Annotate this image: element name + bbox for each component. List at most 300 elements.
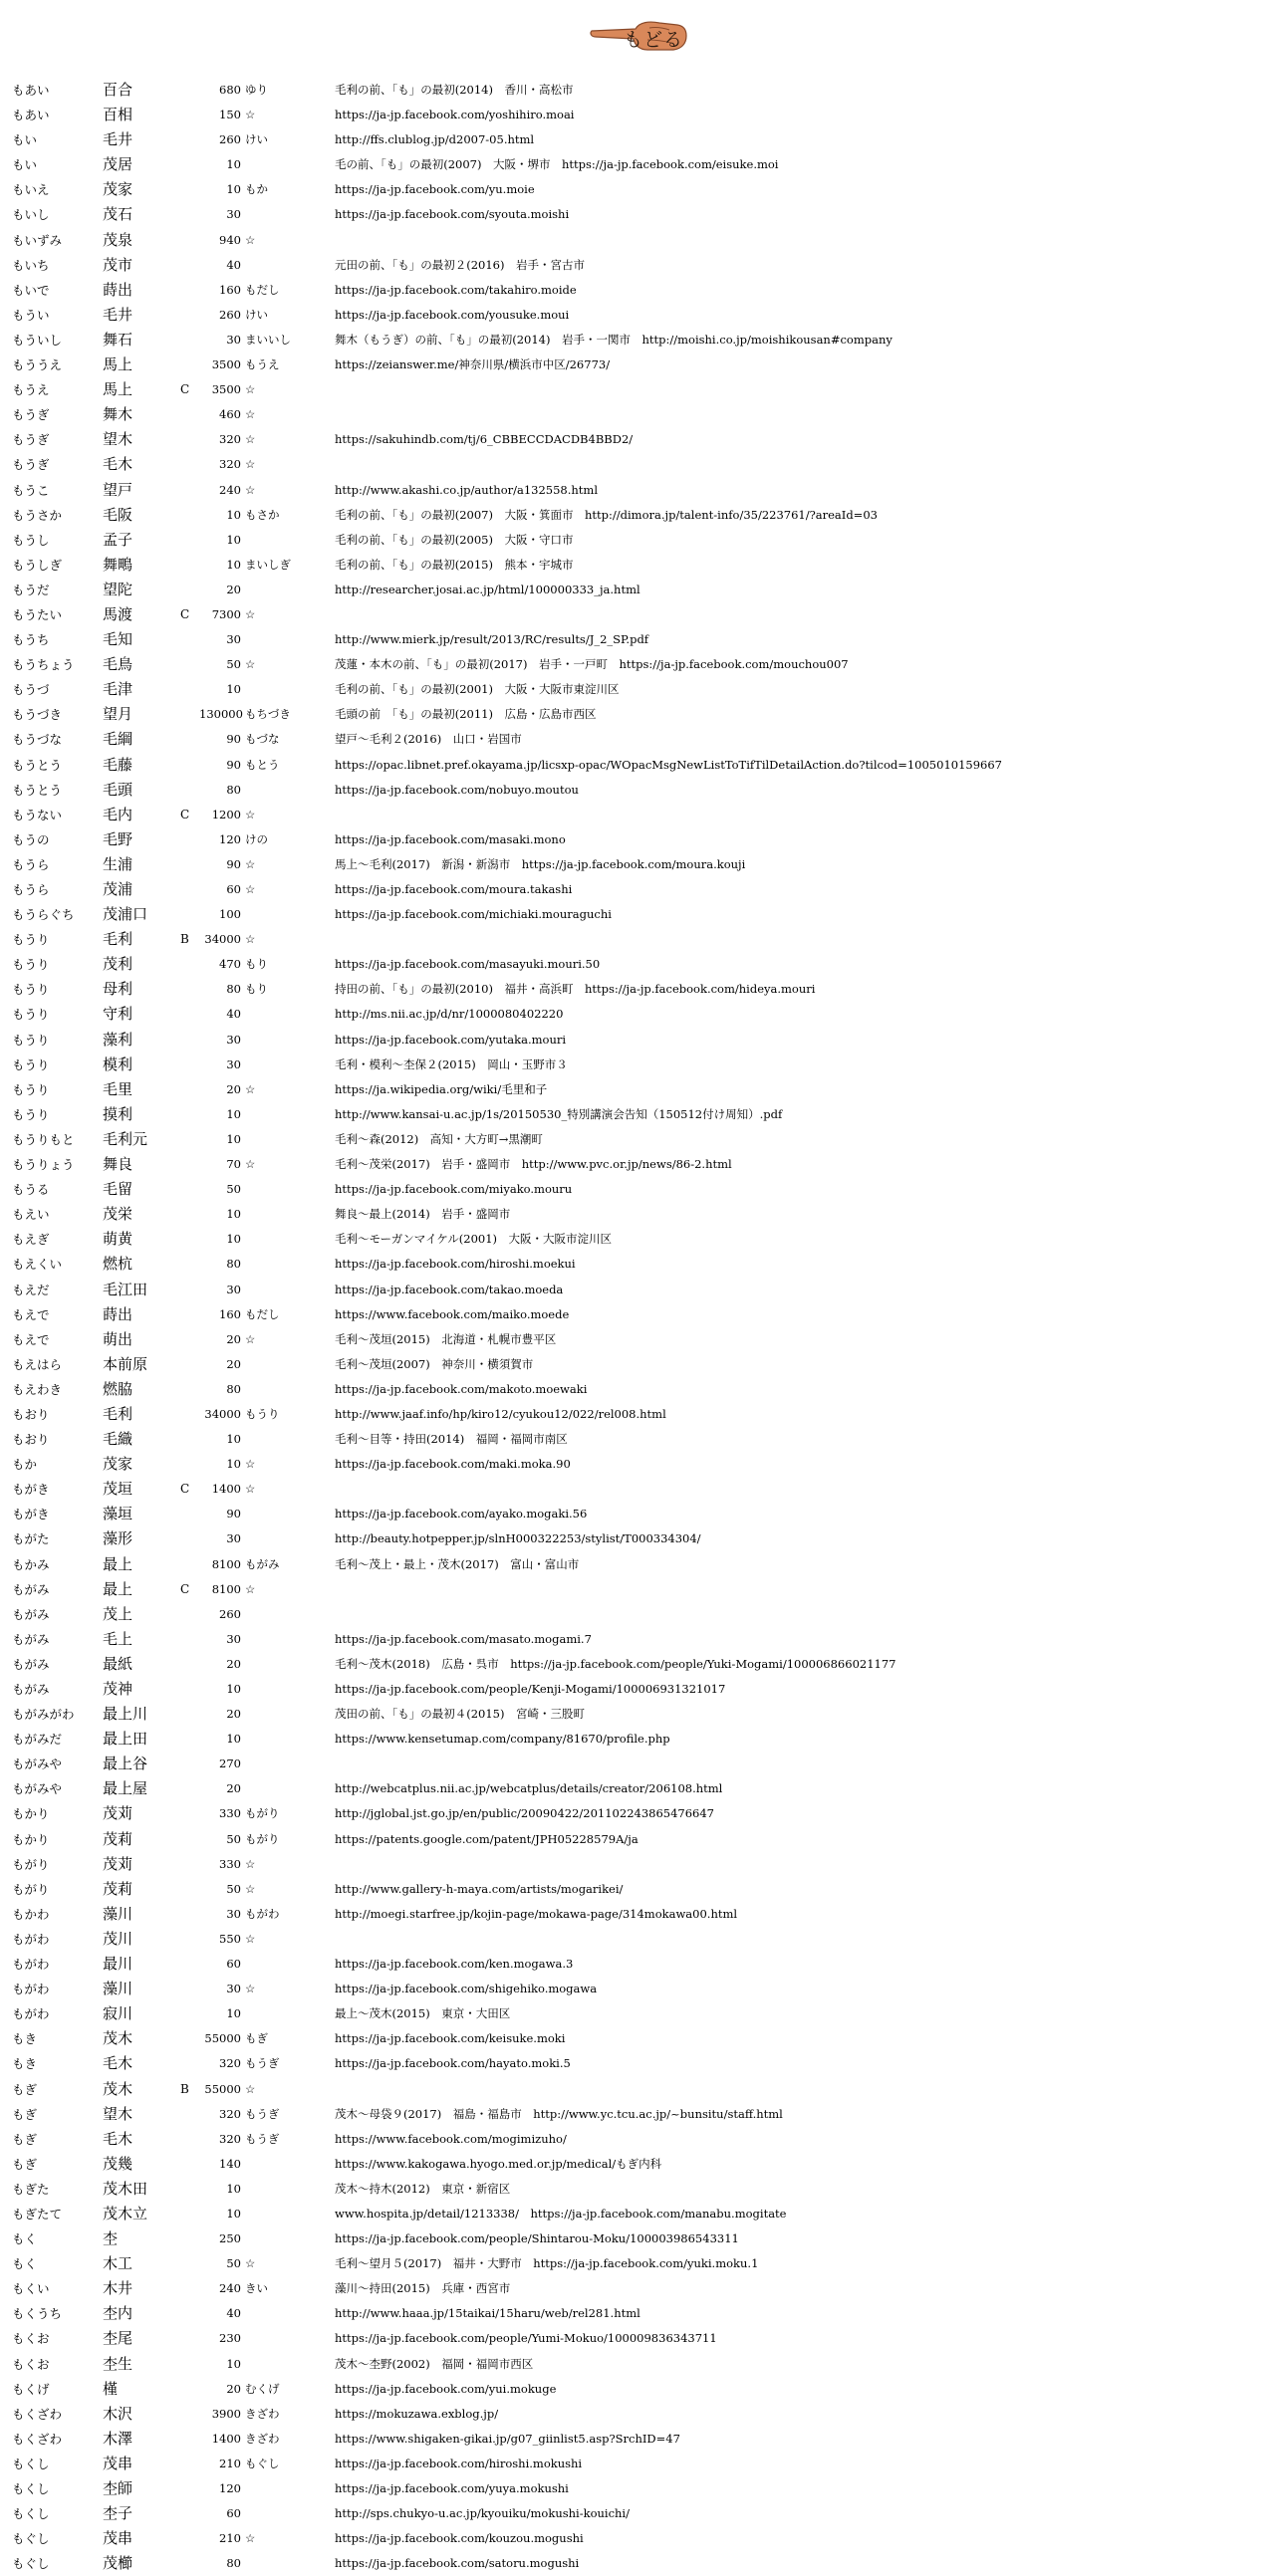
surname-count: 320 bbox=[219, 457, 241, 472]
surname-kanji: 最紙 bbox=[103, 1654, 133, 1673]
surname-count: 30 bbox=[226, 1906, 241, 1921]
surname-reading: もがみ bbox=[12, 1656, 50, 1672]
surname-note[interactable]: http://www.kansai-u.ac.jp/1s/20150530_特別講演会告知（150512付け周知）.pdf bbox=[335, 1106, 783, 1121]
surname-count: 160 bbox=[219, 1306, 241, 1321]
surname-kanji: 藻垣 bbox=[103, 1505, 133, 1523]
list-item bbox=[0, 328, 1279, 352]
surname-count: 20 bbox=[226, 582, 241, 596]
list-item bbox=[0, 977, 1279, 1002]
list-item bbox=[0, 1152, 1279, 1177]
surname-alt-reading: ☆ bbox=[245, 1982, 256, 1996]
surname-reading: もうら bbox=[12, 856, 50, 872]
surname-alt-reading: もちづき bbox=[245, 707, 291, 722]
list-item bbox=[0, 1627, 1279, 1652]
surname-reading: もがみだ bbox=[12, 1732, 63, 1748]
surname-count: 120 bbox=[219, 831, 241, 846]
list-item bbox=[0, 2026, 1279, 2051]
surname-note[interactable]: https://ja-jp.facebook.com/people/Shintarou-Moku/100003986543311 bbox=[335, 2231, 739, 2246]
surname-note[interactable]: https://ja-jp.facebook.com/yousuke.moui bbox=[335, 307, 570, 322]
surname-note[interactable]: https://ja-jp.facebook.com/keisuke.moki bbox=[335, 2031, 566, 2046]
surname-reading: もううえ bbox=[12, 357, 63, 373]
surname-count: 50 bbox=[226, 1182, 241, 1197]
surname-alt-reading: もり bbox=[245, 982, 268, 997]
surname-note: 茂木～母袋９(2017) 福島・福島市 http://www.yc.tcu.ac.jp/~bunsitu/staff.html bbox=[335, 2106, 783, 2121]
surname-note: 毛利の前、「も」の最初(2005) 大阪・守口市 bbox=[335, 532, 574, 547]
surname-reading: もがわ bbox=[12, 1982, 50, 1997]
list-item bbox=[0, 2152, 1279, 2177]
surname-reading: もうの bbox=[12, 831, 50, 847]
surname-alt-reading: ゆり bbox=[245, 83, 268, 97]
surname-count: 470 bbox=[219, 957, 241, 972]
surname-kanji: 木井 bbox=[103, 2279, 133, 2298]
surname-note[interactable]: https://ja.wikipedia.org/wiki/毛里和子 bbox=[335, 1081, 548, 1096]
surname-count: 80 bbox=[226, 2556, 241, 2571]
surname-alt-reading: もり bbox=[245, 957, 268, 972]
surname-reading: もかわ bbox=[12, 1906, 50, 1922]
surname-alt-reading: もうぎ bbox=[245, 2056, 280, 2071]
list-item bbox=[0, 177, 1279, 202]
list-item bbox=[0, 2251, 1279, 2276]
list-item bbox=[0, 727, 1279, 752]
list-item bbox=[0, 1427, 1279, 1452]
surname-kanji: 毛江田 bbox=[103, 1280, 148, 1298]
surname-kanji: 茂市 bbox=[103, 255, 133, 274]
surname-note: 毛利～茂上・最上・茂木(2017) 富山・富山市 bbox=[335, 1556, 580, 1571]
surname-kanji: 毛上 bbox=[103, 1629, 133, 1648]
surname-reading: もく bbox=[12, 2256, 38, 2272]
surname-reading: もき bbox=[12, 2031, 38, 2047]
surname-count: 10 bbox=[226, 182, 241, 197]
surname-note[interactable]: https://ja-jp.facebook.com/yui.mokuge bbox=[335, 2381, 557, 2396]
surname-note: 毛利の前、「も」の最初(2001) 大阪・大阪市東淀川区 bbox=[335, 682, 620, 697]
surname-alt-reading: ☆ bbox=[245, 407, 256, 422]
surname-note: 茂木～持木(2012) 東京・新宿区 bbox=[335, 2181, 511, 2196]
surname-kanji: 木沢 bbox=[103, 2404, 133, 2423]
surname-reading: もえで bbox=[12, 1306, 50, 1322]
surname-note[interactable]: https://ja-jp.facebook.com/ayako.mogaki.56 bbox=[335, 1507, 588, 1522]
surname-alt-reading: ☆ bbox=[245, 1331, 256, 1346]
surname-note[interactable]: https://ja-jp.facebook.com/hiroshi.mokushi bbox=[335, 2456, 583, 2470]
surname-kanji: 毛織 bbox=[103, 1430, 133, 1449]
surname-count: 10 bbox=[226, 1457, 241, 1472]
surname-kanji: 燃杭 bbox=[103, 1255, 133, 1274]
surname-count: 260 bbox=[219, 307, 241, 322]
surname-note[interactable]: https://ja-jp.facebook.com/syouta.moishi bbox=[335, 207, 570, 222]
surname-note[interactable]: http://ms.nii.ac.jp/d/nr/1000080402220 bbox=[335, 1007, 564, 1022]
surname-kanji: 最上川 bbox=[103, 1705, 148, 1724]
surname-reading: もぎたて bbox=[12, 2206, 63, 2222]
surname-reading: もぎ bbox=[12, 2156, 38, 2172]
surname-kanji: 茂垣 bbox=[103, 1480, 133, 1499]
surname-count: 230 bbox=[219, 2331, 241, 2346]
surname-count: 20 bbox=[226, 1331, 241, 1346]
surname-kanji: 茂家 bbox=[103, 180, 133, 199]
surname-count: 50 bbox=[226, 1881, 241, 1896]
surname-note[interactable]: https://ja-jp.facebook.com/yoshihiro.moai bbox=[335, 108, 575, 122]
surname-count: 10 bbox=[226, 507, 241, 522]
surname-count: 20 bbox=[226, 1656, 241, 1671]
list-item bbox=[0, 1801, 1279, 1826]
surname-count: 34000 bbox=[204, 932, 241, 947]
surname-note[interactable]: https://ja-jp.facebook.com/michiaki.mouraguchi bbox=[335, 907, 612, 922]
surname-count: 120 bbox=[219, 2481, 241, 2495]
list-item bbox=[0, 1477, 1279, 1502]
surname-count: 160 bbox=[219, 282, 241, 297]
surname-note[interactable]: https://ja-jp.facebook.com/people/Kenji-Mogami/100006931321017 bbox=[335, 1682, 726, 1696]
surname-kanji: 茂栄 bbox=[103, 1205, 133, 1224]
surname-note[interactable]: https://ja-jp.facebook.com/kouzou.mogushi bbox=[335, 2531, 584, 2546]
list-item bbox=[0, 1652, 1279, 1677]
surname-reading: もく bbox=[12, 2231, 38, 2247]
surname-kanji: 杢子 bbox=[103, 2504, 133, 2523]
surname-count: 1400 bbox=[211, 1482, 241, 1497]
list-item bbox=[0, 778, 1279, 803]
surname-note[interactable]: https://mokuzawa.exblog.jp/ bbox=[335, 2406, 499, 2421]
surname-kanji: 舞良 bbox=[103, 1155, 133, 1174]
surname-reading: もえで bbox=[12, 1331, 50, 1347]
surname-note[interactable]: https://ja-jp.facebook.com/takahiro.moide bbox=[335, 282, 577, 297]
surname-note: 藻川～持田(2015) 兵庫・西宮市 bbox=[335, 2281, 511, 2296]
surname-kanji: 毛木 bbox=[103, 2054, 133, 2073]
surname-reading: もくし bbox=[12, 2506, 50, 2522]
surname-count: 240 bbox=[219, 2281, 241, 2296]
surname-note[interactable]: https://ja-jp.facebook.com/miyako.mouru bbox=[335, 1182, 573, 1197]
surname-reading: もうり bbox=[12, 1032, 50, 1048]
surname-kanji: 馬渡 bbox=[103, 604, 133, 623]
surname-reading: もうとう bbox=[12, 782, 63, 798]
surname-kanji: 藻川 bbox=[103, 1980, 133, 1998]
surname-kanji: 最上谷 bbox=[103, 1755, 148, 1773]
surname-note[interactable]: https://www.shigaken-gikai.jp/g07_giinlist5.asp?SrchID=47 bbox=[335, 2431, 680, 2446]
surname-count: 1200 bbox=[211, 807, 241, 821]
list-item bbox=[0, 627, 1279, 652]
list-item bbox=[0, 152, 1279, 177]
surname-alt-reading: きい bbox=[245, 2281, 268, 2296]
surname-note[interactable]: https://www.kensetumap.com/company/81670/profile.php bbox=[335, 1732, 670, 1747]
list-item bbox=[0, 1302, 1279, 1327]
surname-kanji: 茂浦 bbox=[103, 880, 133, 898]
surname-kanji: 孟子 bbox=[103, 530, 133, 549]
list-item bbox=[0, 1502, 1279, 1526]
surname-alt-reading: もか bbox=[245, 182, 268, 197]
surname-reading: もぐし bbox=[12, 2556, 50, 2572]
surname-count: 210 bbox=[219, 2531, 241, 2546]
surname-reading: もうぎ bbox=[12, 457, 50, 473]
surname-kanji: 木工 bbox=[103, 2254, 133, 2273]
list-item bbox=[0, 578, 1279, 602]
surname-reading: もえぎ bbox=[12, 1232, 50, 1248]
surname-reading: もうづ bbox=[12, 682, 50, 698]
surname-reading: もがみ bbox=[12, 1606, 50, 1622]
list-item bbox=[0, 1727, 1279, 1752]
list-item bbox=[0, 1053, 1279, 1077]
surname-count: 3500 bbox=[211, 357, 241, 372]
surname-count: 210 bbox=[219, 2456, 241, 2470]
surname-count: 30 bbox=[226, 1282, 241, 1296]
surname-reading: もがき bbox=[12, 1507, 50, 1522]
surname-note: 毛利～茂木(2018) 広島・呉市 https://ja-jp.facebook.com/people/Yuki-Mogami/100006866021177 bbox=[335, 1656, 896, 1671]
list-item bbox=[0, 78, 1279, 103]
surname-count: 90 bbox=[226, 732, 241, 747]
surname-alt-reading: まいいし bbox=[245, 332, 291, 347]
surname-note[interactable]: https://opac.libnet.pref.okayama.jp/licsxp-opac/WOpacMsgNewListToTifTilDetailAction.do?tilcod=1005010159667 bbox=[335, 757, 1002, 772]
surname-kanji: 本前原 bbox=[103, 1354, 148, 1373]
surname-reading: もかり bbox=[12, 1806, 50, 1822]
surname-reading: もうる bbox=[12, 1182, 50, 1198]
surname-reading: もがみがわ bbox=[12, 1707, 75, 1723]
surname-kanji: 茂神 bbox=[103, 1680, 133, 1698]
surname-note[interactable]: http://jglobal.jst.go.jp/en/public/20090422/201102243865476647 bbox=[335, 1806, 714, 1821]
surname-note: 馬上～毛利(2017) 新潟・新潟市 https://ja-jp.facebook.com/moura.kouji bbox=[335, 856, 746, 871]
surname-count: 30 bbox=[226, 632, 241, 647]
surname-note: 毛利・模利～杢保２(2015) 岡山・玉野市３ bbox=[335, 1056, 568, 1071]
surname-kanji: 馬上 bbox=[103, 380, 133, 399]
surname-reading: もうづき bbox=[12, 707, 63, 723]
surname-note[interactable]: http://www.akashi.co.jp/author/a132558.html bbox=[335, 482, 599, 497]
surname-reading: もあい bbox=[12, 83, 50, 98]
list-item bbox=[0, 1102, 1279, 1127]
surname-count: 10 bbox=[226, 1207, 241, 1222]
list-item bbox=[0, 1602, 1279, 1627]
surname-reading: もき bbox=[12, 2056, 38, 2072]
surname-note[interactable]: http://sps.chukyo-u.ac.jp/kyouiku/mokushi-kouichi/ bbox=[335, 2506, 630, 2521]
surname-note[interactable]: https://ja-jp.facebook.com/ken.mogawa.3 bbox=[335, 1957, 574, 1972]
surname-alt-reading: もさか bbox=[245, 507, 280, 522]
surname-count: 330 bbox=[219, 1856, 241, 1871]
surname-note[interactable]: https://ja-jp.facebook.com/hiroshi.moekui bbox=[335, 1257, 576, 1272]
surname-reading: もがり bbox=[12, 1881, 50, 1897]
surname-note[interactable]: https://ja-jp.facebook.com/yu.moie bbox=[335, 182, 535, 197]
surname-count: 10 bbox=[226, 1131, 241, 1146]
list-item bbox=[0, 1252, 1279, 1277]
surname-count: 30 bbox=[226, 1056, 241, 1071]
surname-note[interactable]: http://beauty.hotpepper.jp/slnH000322253/stylist/T000334304/ bbox=[335, 1531, 701, 1546]
surname-count: 50 bbox=[226, 657, 241, 672]
surname-note: 毛利の前、「も」の最初(2014) 香川・高松市 bbox=[335, 83, 574, 97]
surname-count: 20 bbox=[226, 2381, 241, 2396]
list-item bbox=[0, 1902, 1279, 1927]
surname-alt-reading: もうえ bbox=[245, 357, 280, 372]
surname-reading: もうづな bbox=[12, 732, 63, 748]
surname-note: 毛利～森(2012) 高知・大方町→黒潮町 bbox=[335, 1131, 543, 1146]
surname-count: 30 bbox=[226, 207, 241, 222]
surname-alt-reading: ☆ bbox=[245, 932, 256, 947]
surname-note[interactable]: https://ja-jp.facebook.com/satoru.mogushi bbox=[335, 2556, 580, 2571]
surname-note[interactable]: https://ja-jp.facebook.com/masato.mogami.7 bbox=[335, 1631, 592, 1646]
surname-count: 40 bbox=[226, 257, 241, 272]
surname-count: 460 bbox=[219, 407, 241, 422]
surname-kanji: 茂石 bbox=[103, 205, 133, 224]
list-item bbox=[0, 1202, 1279, 1227]
list-item bbox=[0, 202, 1279, 227]
surname-note[interactable]: https://patents.google.com/patent/JPH05228579A/ja bbox=[335, 1831, 639, 1846]
surname-alt-reading: ☆ bbox=[245, 657, 256, 672]
list-item bbox=[0, 478, 1279, 503]
list-item bbox=[0, 2226, 1279, 2251]
surname-list bbox=[0, 78, 1279, 2576]
surname-reading: もぐし bbox=[12, 2531, 50, 2547]
surname-note[interactable]: https://www.kakogawa.hyogo.med.or.jp/medical/もぎ内科 bbox=[335, 2156, 662, 2171]
surname-kanji: 茂幾 bbox=[103, 2154, 133, 2173]
list-item bbox=[0, 902, 1279, 927]
surname-reading: もういし bbox=[12, 332, 63, 348]
surname-alt-reading: むくげ bbox=[245, 2381, 280, 2396]
surname-note[interactable]: https://ja-jp.facebook.com/yutaka.mouri bbox=[335, 1032, 567, 1047]
surname-kanji: 茂浦口 bbox=[103, 905, 148, 924]
surname-alt-reading: ☆ bbox=[245, 882, 256, 896]
surname-kanji: 守利 bbox=[103, 1005, 133, 1024]
surname-alt-reading: ☆ bbox=[245, 606, 256, 621]
surname-kanji: 毛鳥 bbox=[103, 655, 133, 674]
surname-note[interactable]: www.hospita.jp/detail/1213338/ https://ja-jp.facebook.com/manabu.mogitate bbox=[335, 2206, 787, 2221]
surname-alt-reading: ☆ bbox=[245, 1881, 256, 1896]
surname-note[interactable]: https://ja-jp.facebook.com/nobuyo.moutou bbox=[335, 782, 579, 797]
surname-kanji: 燃脇 bbox=[103, 1379, 133, 1398]
surname-count: 10 bbox=[226, 157, 241, 172]
list-item bbox=[0, 452, 1279, 477]
surname-note: 茂蓮・本木の前、「も」の最初(2017) 岩手・一戸町 https://ja-jp.facebook.com/mouchou007 bbox=[335, 657, 849, 672]
surname-kanji: 杢尾 bbox=[103, 2329, 133, 2348]
surname-kanji: 毛藤 bbox=[103, 755, 133, 774]
surname-note[interactable]: https://ja-jp.facebook.com/moura.takashi bbox=[335, 882, 573, 896]
surname-note: 茂木～杢野(2002) 福岡・福岡市西区 bbox=[335, 2356, 534, 2371]
surname-reading: もがり bbox=[12, 1856, 50, 1872]
surname-count: 130000 bbox=[199, 707, 243, 722]
surname-count: 320 bbox=[219, 2106, 241, 2121]
surname-note[interactable]: https://ja-jp.facebook.com/makoto.moewaki bbox=[335, 1381, 588, 1396]
list-item bbox=[0, 402, 1279, 427]
surname-alt-reading: ☆ bbox=[245, 856, 256, 871]
surname-count: 60 bbox=[226, 2506, 241, 2521]
surname-reading: もぎた bbox=[12, 2181, 50, 2197]
surname-kanji: 茂串 bbox=[103, 2454, 133, 2472]
surname-alt-reading: ☆ bbox=[245, 2256, 256, 2271]
surname-note[interactable]: http://ffs.clublog.jp/d2007-05.html bbox=[335, 132, 535, 147]
surname-count: 7300 bbox=[211, 606, 241, 621]
surname-note[interactable]: http://moegi.starfree.jp/kojin-page/mokawa-page/314mokawa00.html bbox=[335, 1906, 738, 1921]
surname-count: 20 bbox=[226, 1356, 241, 1371]
surname-count: 1400 bbox=[211, 2431, 241, 2446]
surname-count: 10 bbox=[226, 557, 241, 572]
surname-kanji: 毛井 bbox=[103, 130, 133, 149]
surname-note[interactable]: https://ja-jp.facebook.com/masayuki.mouri.50 bbox=[335, 957, 601, 972]
surname-note[interactable]: https://zeianswer.me/神奈川県/横浜市中区/26773/ bbox=[335, 357, 611, 372]
surname-reading: もおり bbox=[12, 1432, 50, 1448]
surname-note[interactable]: http://researcher.josai.ac.jp/html/100000333_ja.html bbox=[335, 582, 640, 596]
surname-reading: もうし bbox=[12, 532, 50, 548]
surname-alt-reading: ☆ bbox=[245, 382, 256, 397]
surname-note[interactable]: https://ja-jp.facebook.com/hayato.moki.5 bbox=[335, 2056, 571, 2071]
surname-kanji: 茂利 bbox=[103, 955, 133, 974]
list-item bbox=[0, 127, 1279, 152]
list-item bbox=[0, 1977, 1279, 2001]
surname-note: 毛の前、「も」の最初(2007) 大阪・堺市 https://ja-jp.facebook.com/eisuke.moi bbox=[335, 157, 779, 172]
surname-note[interactable]: https://ja-jp.facebook.com/masaki.mono bbox=[335, 831, 566, 846]
surname-reading: もえわき bbox=[12, 1381, 63, 1397]
surname-count: 100 bbox=[219, 907, 241, 922]
list-item bbox=[0, 1278, 1279, 1302]
surname-count: 70 bbox=[226, 1157, 241, 1172]
surname-reading: もかみ bbox=[12, 1556, 50, 1572]
surname-note: 望戸～毛利２(2016) 山口・岩国市 bbox=[335, 732, 522, 747]
list-item bbox=[0, 1028, 1279, 1053]
surname-reading: もい bbox=[12, 132, 38, 148]
surname-note[interactable]: http://www.jaaf.info/hp/kiro12/cyukou12/022/rel008.html bbox=[335, 1406, 666, 1421]
surname-reading: もうり bbox=[12, 932, 50, 948]
surname-note[interactable]: https://sakuhindb.com/tj/6_CBBECCDACDB4BBD2/ bbox=[335, 432, 634, 447]
surname-kanji: 最川 bbox=[103, 1955, 133, 1974]
surname-note[interactable]: https://ja-jp.facebook.com/shigehiko.mogawa bbox=[335, 1982, 598, 1996]
surname-reading: もうたい bbox=[12, 606, 63, 622]
surname-count: 320 bbox=[219, 432, 241, 447]
surname-alt-reading: ☆ bbox=[245, 1931, 256, 1946]
surname-reading: もうぎ bbox=[12, 407, 50, 423]
surname-note[interactable]: https://ja-jp.facebook.com/takao.moeda bbox=[335, 1282, 564, 1296]
surname-alt-reading: ☆ bbox=[245, 1482, 256, 1497]
surname-kanji: 茂串 bbox=[103, 2529, 133, 2548]
surname-kanji: 毛利 bbox=[103, 930, 133, 949]
surname-note: 毛利～茂垣(2015) 北海道・札幌市豊平区 bbox=[335, 1331, 557, 1346]
surname-alt-reading: けい bbox=[245, 132, 268, 147]
list-item bbox=[0, 528, 1279, 553]
list-item bbox=[0, 2177, 1279, 2202]
list-item bbox=[0, 2377, 1279, 2402]
surname-reading: もうり bbox=[12, 1081, 50, 1097]
surname-kanji: 毛利元 bbox=[103, 1129, 148, 1148]
surname-note[interactable]: https://www.facebook.com/maiko.moede bbox=[335, 1306, 570, 1321]
surname-rank: B bbox=[180, 2081, 189, 2096]
list-item bbox=[0, 1526, 1279, 1551]
list-item bbox=[0, 2326, 1279, 2351]
surname-alt-reading: もうぎ bbox=[245, 2106, 280, 2121]
surname-note[interactable]: http://www.mierk.jp/result/2013/RC/results/J_2_SP.pdf bbox=[335, 632, 649, 647]
list-item bbox=[0, 1452, 1279, 1477]
surname-count: 40 bbox=[226, 2306, 241, 2321]
surname-reading: もくし bbox=[12, 2456, 50, 2471]
surname-kanji: 最上田 bbox=[103, 1730, 148, 1749]
surname-count: 50 bbox=[226, 2256, 241, 2271]
surname-note[interactable]: https://ja-jp.facebook.com/people/Yumi-Mokuo/100009836343711 bbox=[335, 2331, 717, 2346]
surname-reading: もうぎ bbox=[12, 432, 50, 448]
list-item bbox=[0, 2526, 1279, 2551]
back-button[interactable] bbox=[590, 18, 689, 54]
surname-kanji: 毛頭 bbox=[103, 780, 133, 799]
surname-count: 10 bbox=[226, 682, 241, 697]
surname-note[interactable]: http://www.gallery-h-maya.com/artists/mogarikei/ bbox=[335, 1881, 624, 1896]
surname-note[interactable]: http://webcatplus.nii.ac.jp/webcatplus/details/creator/206108.html bbox=[335, 1781, 723, 1796]
surname-count: 260 bbox=[219, 1606, 241, 1621]
list-item bbox=[0, 677, 1279, 702]
surname-note[interactable]: https://ja-jp.facebook.com/yuya.mokushi bbox=[335, 2481, 569, 2495]
surname-reading: もがわ bbox=[12, 2006, 50, 2022]
surname-count: 270 bbox=[219, 1756, 241, 1771]
surname-kanji: 毛阪 bbox=[103, 505, 133, 524]
surname-count: 10 bbox=[226, 2006, 241, 2021]
surname-note[interactable]: http://www.haaa.jp/15taikai/15haru/web/rel281.html bbox=[335, 2306, 640, 2321]
surname-kanji: 茂苅 bbox=[103, 1804, 133, 1823]
surname-kanji: 茂櫛 bbox=[103, 2554, 133, 2573]
surname-reading: もか bbox=[12, 1457, 38, 1473]
list-item bbox=[0, 2352, 1279, 2377]
surname-note[interactable]: https://ja-jp.facebook.com/maki.moka.90 bbox=[335, 1457, 571, 1472]
surname-note: 毛利～目等・持田(2014) 福岡・福岡市南区 bbox=[335, 1432, 568, 1447]
surname-reading: もくし bbox=[12, 2481, 50, 2496]
surname-note[interactable]: https://www.facebook.com/mogimizuho/ bbox=[335, 2131, 567, 2146]
surname-kanji: 蒔出 bbox=[103, 280, 133, 299]
surname-kanji: 槿 bbox=[103, 2379, 119, 2398]
surname-count: 30 bbox=[226, 1982, 241, 1996]
list-item bbox=[0, 377, 1279, 402]
